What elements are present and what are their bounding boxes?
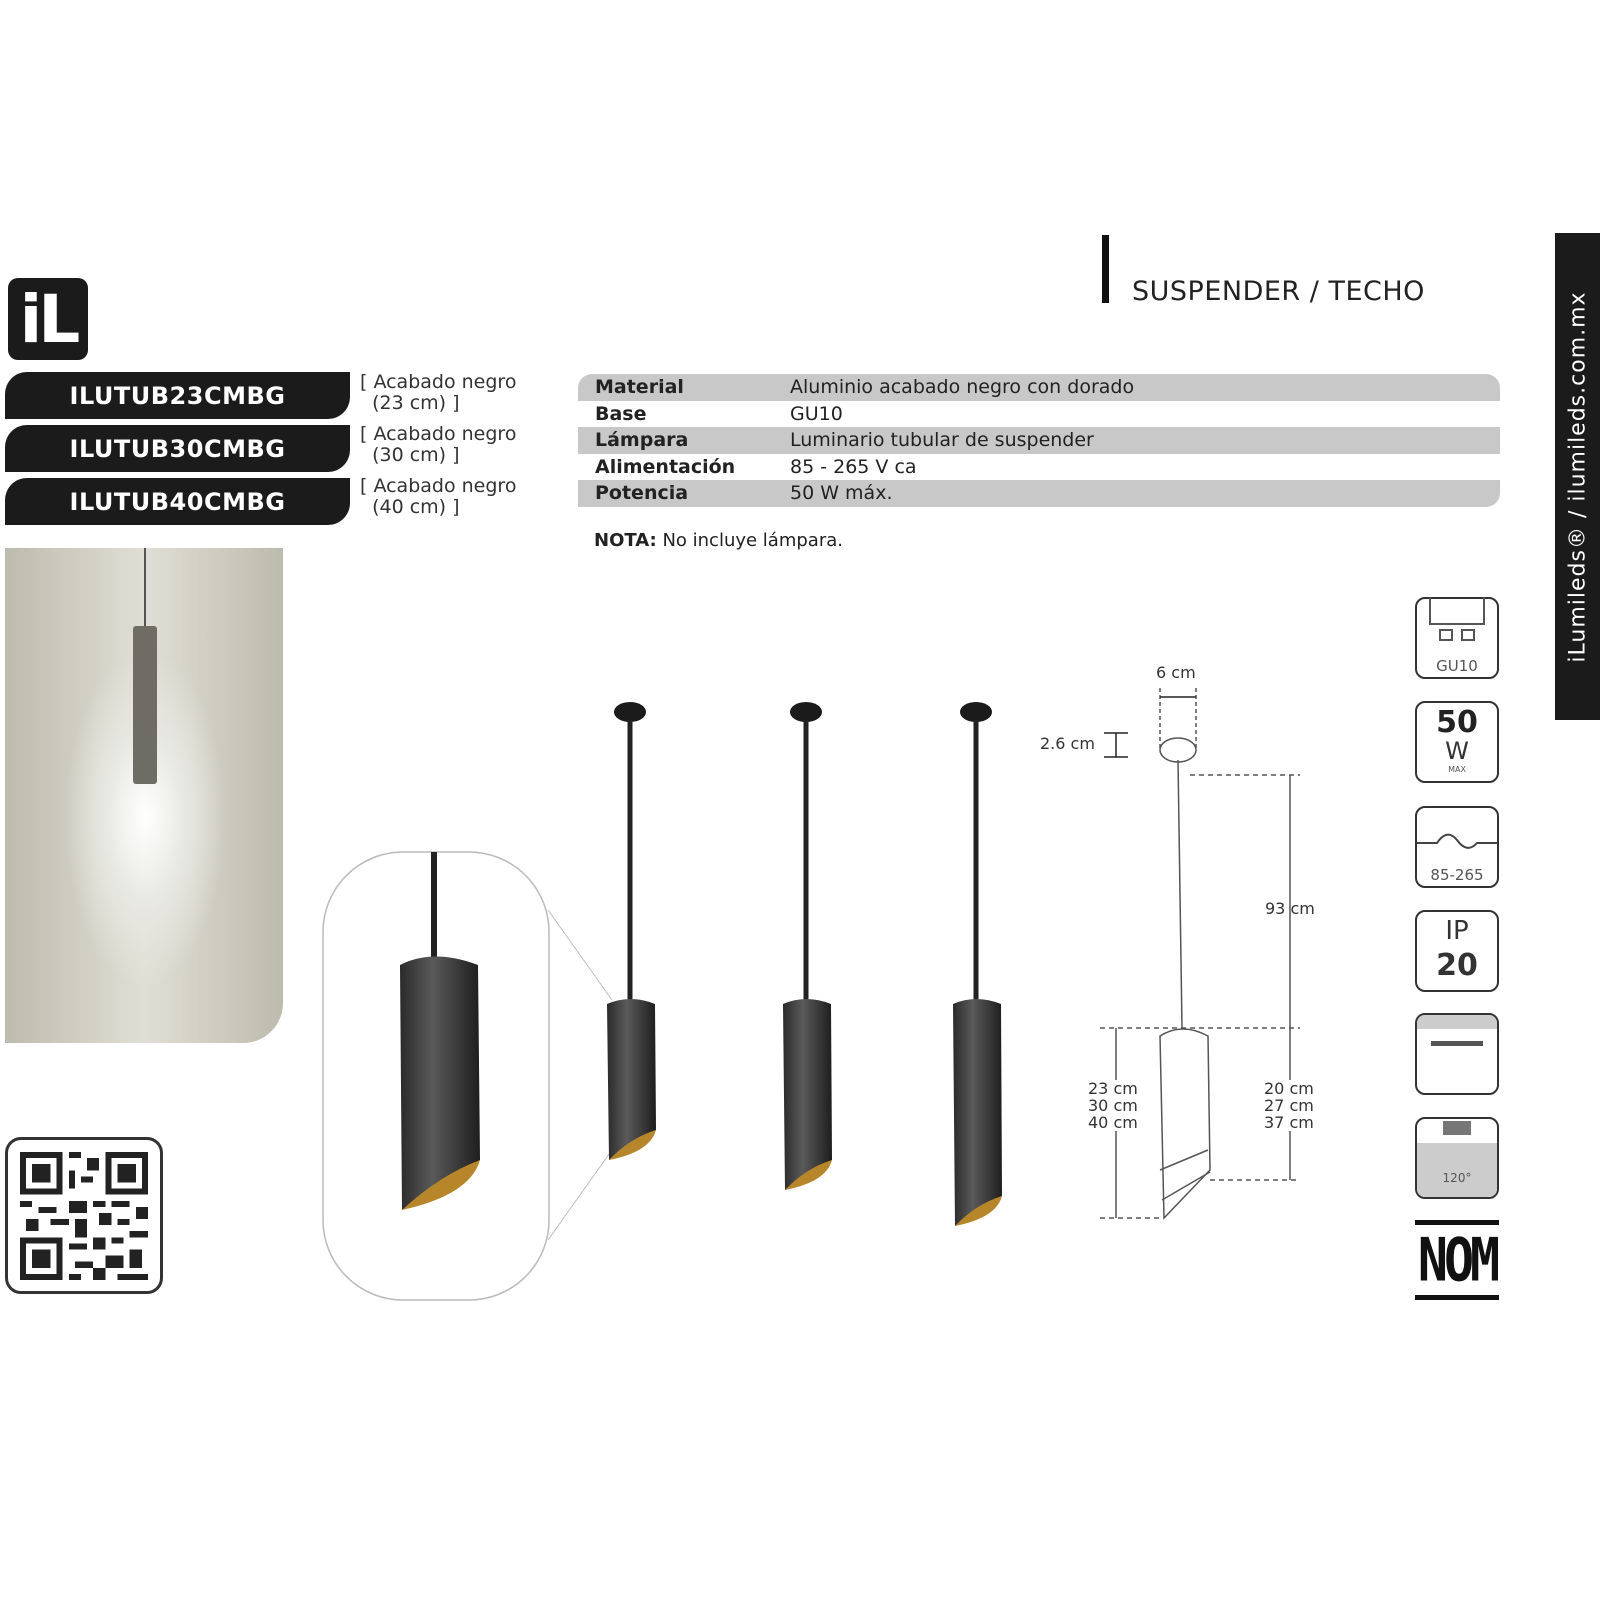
spec-key: Alimentación	[595, 455, 736, 478]
spec-key: Potencia	[595, 482, 689, 505]
spec-value: GU10	[790, 402, 843, 425]
spec-value: Aluminio acabado negro con dorado	[790, 376, 1135, 399]
dim-canopy: 2.6 cm	[1040, 734, 1095, 753]
dim-total: 23 cm 30 cm 40 cm	[1088, 1079, 1138, 1132]
wattage-icon: 50 W MAX	[1415, 701, 1499, 783]
qr-pattern	[20, 1152, 148, 1280]
beam-angle-icon: 120°	[1415, 1117, 1499, 1199]
ceiling-mount-icon	[1415, 1013, 1499, 1095]
qr-code	[5, 1137, 163, 1294]
pendant-30	[783, 702, 832, 1190]
note-text: No incluye lámpara.	[656, 530, 843, 551]
brand-logo: iL	[8, 278, 88, 360]
pendant-23	[607, 702, 656, 1160]
spec-key: Base	[595, 402, 647, 425]
dim-width: 6 cm	[1156, 663, 1196, 682]
brand-band	[1555, 233, 1600, 720]
ip-rating-icon: IP 20	[1415, 910, 1499, 992]
model-desc: [ Acabado negro (23 cm) ]	[360, 371, 517, 414]
spec-key: Material	[595, 376, 684, 399]
model-desc: [ Acabado negro (40 cm) ]	[360, 475, 517, 518]
note-label: NOTA:	[594, 530, 657, 551]
voltage-icon: 85-265	[1415, 806, 1499, 888]
pendant-40	[953, 702, 1002, 1226]
brand-text: iLumileds® / ilumileds.com.mx	[1565, 290, 1590, 663]
gu10-base-icon: GU10	[1415, 597, 1499, 679]
spec-value: 50 W máx.	[790, 482, 893, 505]
spec-key: Lámpara	[595, 429, 689, 452]
dim-cable: 93 cm	[1265, 899, 1315, 918]
nom-certification-icon: NOM	[1415, 1220, 1499, 1300]
model-desc: [ Acabado negro (30 cm) ]	[360, 423, 517, 466]
model-code: ILUTUB40CMBG	[5, 478, 350, 525]
model-code: ILUTUB30CMBG	[5, 425, 350, 472]
dimension-drawing	[1100, 688, 1300, 1218]
dim-tube: 20 cm 27 cm 37 cm	[1264, 1079, 1314, 1132]
model-code: ILUTUB23CMBG	[5, 372, 350, 419]
spec-value: 85 - 265 V ca	[790, 455, 917, 478]
category-title: SUSPENDER / TECHO	[1132, 276, 1425, 307]
spec-value: Luminario tubular de suspender	[790, 429, 1094, 452]
detail-callout	[323, 852, 612, 1300]
